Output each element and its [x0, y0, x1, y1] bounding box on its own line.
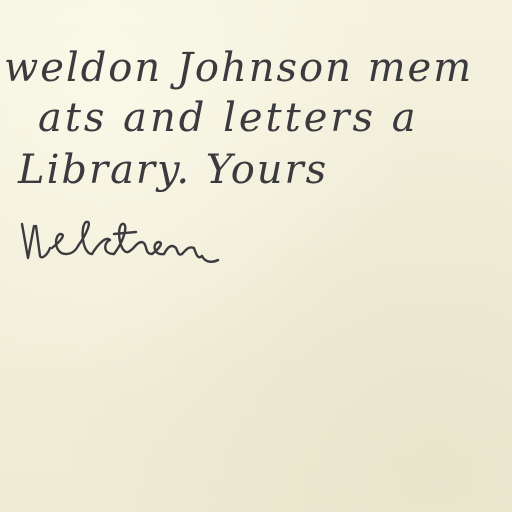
signature-scrawl: [18, 214, 308, 276]
handwritten-signature: [18, 214, 308, 276]
handwritten-line-3: Library. Yours: [18, 147, 329, 193]
handwritten-line-1: weldon Johnson mem: [4, 45, 474, 91]
handwritten-line-2: ats and letters a: [38, 95, 419, 141]
